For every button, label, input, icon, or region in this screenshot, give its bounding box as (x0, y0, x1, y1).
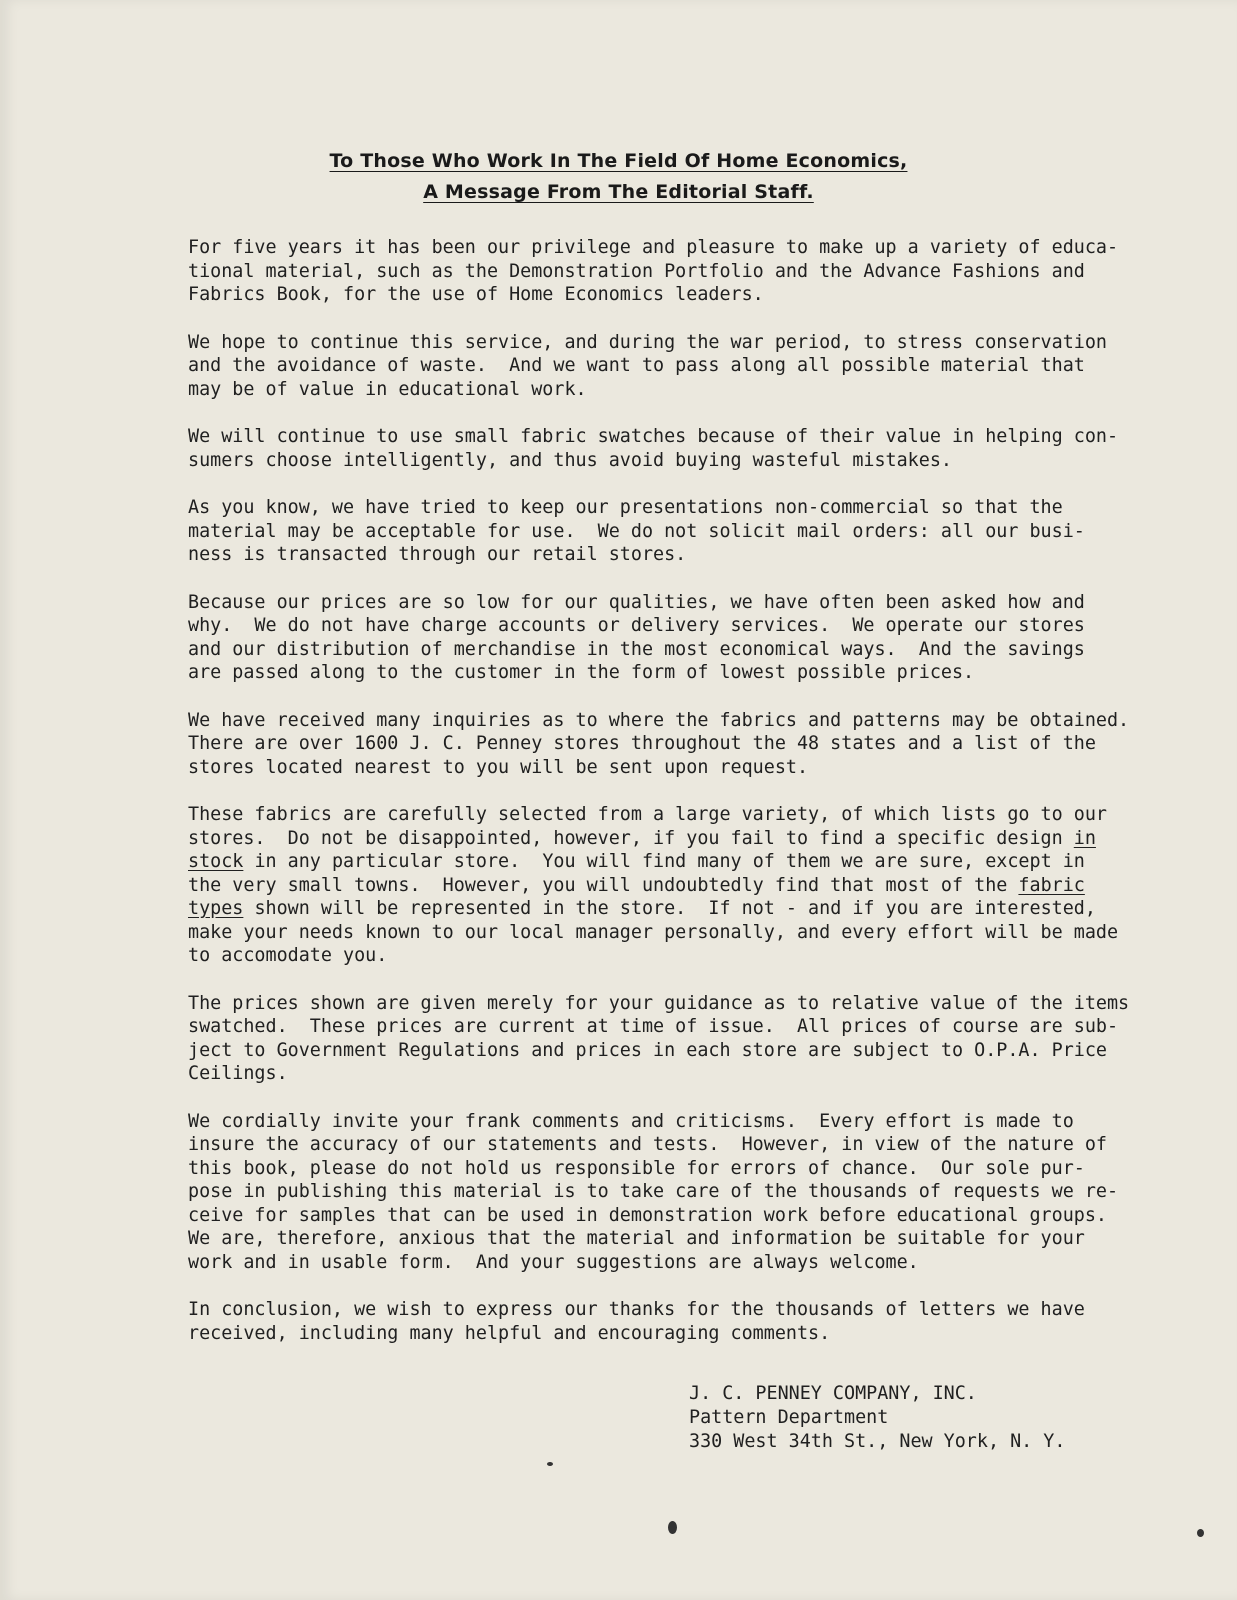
text-line: ness is transacted through our retail stores. (188, 544, 687, 565)
paragraph-10 (188, 1298, 1208, 1345)
text-line: this book, please do not hold us responsible for errors of chance. Our sole pur- (188, 1157, 1085, 1179)
letter-heading (0, 146, 1237, 208)
text-line: pose in publishing this material is to take care of the thousands of requests we re- (188, 1181, 1119, 1202)
text-segment: shown will be represented in the store. If not - and if you are interested, (243, 898, 1096, 919)
text-line: are passed along to the customer in the form of lowest possible prices. (188, 662, 975, 683)
text-line: Fabrics Book, for the use of Home Economics leaders. (188, 284, 764, 305)
paragraph-7 (188, 803, 1208, 968)
text-line: material may be acceptable for use. We do not solicit mail orders: all our busi- (188, 520, 1085, 542)
paragraph-2 (188, 331, 1208, 402)
text-line: There are over 1600 J. C. Penney stores throughout the 48 states and a list of the (188, 733, 1096, 754)
text-line (188, 827, 1208, 851)
text-line: We are, therefore, anxious that the material and information be suitable for your (188, 1228, 1085, 1249)
text-line: We will continue to use small fabric swatches because of their value in helping con- (188, 426, 1119, 447)
paragraph-4 (188, 496, 1208, 567)
text-line: We cordially invite your frank comments and criticisms. Every effort is made to (188, 1110, 1074, 1132)
text-line: For five years it has been our privilege and pleasure to make up a variety of educa- (188, 237, 1119, 258)
company-address: 330 West 34th St., New York, N. Y. (689, 1431, 1066, 1452)
paper-speck (547, 1462, 553, 1466)
text-line: and the avoidance of waste. And we want to pass along all possible material that (188, 355, 1085, 376)
text-segment: stores. Do not be disappointed, however, if you fail to find a specific design (188, 827, 1074, 849)
text-line: Because our prices are so low for our qualities, we have often been asked how and (188, 591, 1085, 613)
text-line: We have received many inquiries as to where the fabrics and patterns may be obtained. (188, 709, 1130, 731)
heading-line-1: To Those Who Work In The Field Of Home Economics, (329, 150, 908, 172)
text-line: and our distribution of merchandise in the most economical ways. And the savings (188, 638, 1085, 660)
text-line: We hope to continue this service, and during the war period, to stress conservation (188, 331, 1107, 353)
paragraph-8 (188, 992, 1208, 1086)
text-line: As you know, we have tried to keep our presentations non-commercial so that the (188, 497, 1063, 518)
text-line: make your needs known to our local manager personally, and every effort will be made (188, 921, 1119, 943)
signature-block (689, 1382, 1065, 1454)
department-name: Pattern Department (689, 1407, 889, 1428)
text-line: received, including many helpful and encouraging comments. (188, 1322, 831, 1344)
text-line: why. We do not have charge accounts or delivery services. We operate our stores (188, 615, 1085, 636)
text-line: The prices shown are given merely for your guidance as to relative value of the items (188, 992, 1130, 1014)
text-line: ject to Government Regulations and prices in each store are subject to O.P.A. Price (188, 1039, 1107, 1061)
paragraph-1 (188, 236, 1208, 307)
underlined-text: fabric (1018, 874, 1085, 896)
paragraph-3 (188, 425, 1208, 472)
text-line (188, 874, 1208, 898)
text-line: In conclusion, we wish to express our thanks for the thousands of letters we have (188, 1299, 1085, 1320)
paper-speck (1197, 1529, 1204, 1537)
text-line: These fabrics are carefully selected from a large variety, of which lists go to our (188, 804, 1107, 825)
underlined-text: stock (188, 851, 244, 872)
paragraph-6 (188, 709, 1208, 780)
text-line: insure the accuracy of our statements and tests. However, in view of the nature of (188, 1134, 1107, 1155)
text-segment: the very small towns. However, you will undoubtedly find that most of the (188, 874, 1019, 896)
text-line: may be of value in educational work. (188, 378, 587, 400)
text-line: tional material, such as the Demonstration Portfolio and the Advance Fashions and (188, 260, 1085, 282)
paper-speck (668, 1521, 677, 1534)
text-line (188, 850, 1208, 874)
text-line: to accomodate you. (188, 945, 388, 966)
text-line: work and in usable form. And your suggestions are always welcome. (188, 1251, 919, 1273)
underlined-text: types (188, 898, 244, 919)
text-line (188, 897, 1208, 921)
text-line: sumers choose intelligently, and thus avoid buying wasteful mistakes. (188, 449, 952, 471)
text-line: ceive for samples that can be used in demonstration work before educational groups. (188, 1204, 1107, 1226)
heading-line-2: A Message From The Editorial Staff. (423, 181, 814, 203)
paragraph-9 (188, 1110, 1208, 1275)
text-line: swatched. These prices are current at time of issue. All prices of course are sub- (188, 1016, 1119, 1037)
paragraph-5 (188, 591, 1208, 685)
text-line: Ceilings. (188, 1063, 288, 1084)
letter-body (188, 236, 1208, 1369)
company-name: J. C. PENNEY COMPANY, INC. (689, 1383, 977, 1404)
text-line: stores located nearest to you will be sent upon request. (188, 756, 809, 778)
text-segment: in any particular store. You will find many of them we are sure, except in (243, 851, 1085, 872)
underlined-text: in (1073, 827, 1096, 849)
